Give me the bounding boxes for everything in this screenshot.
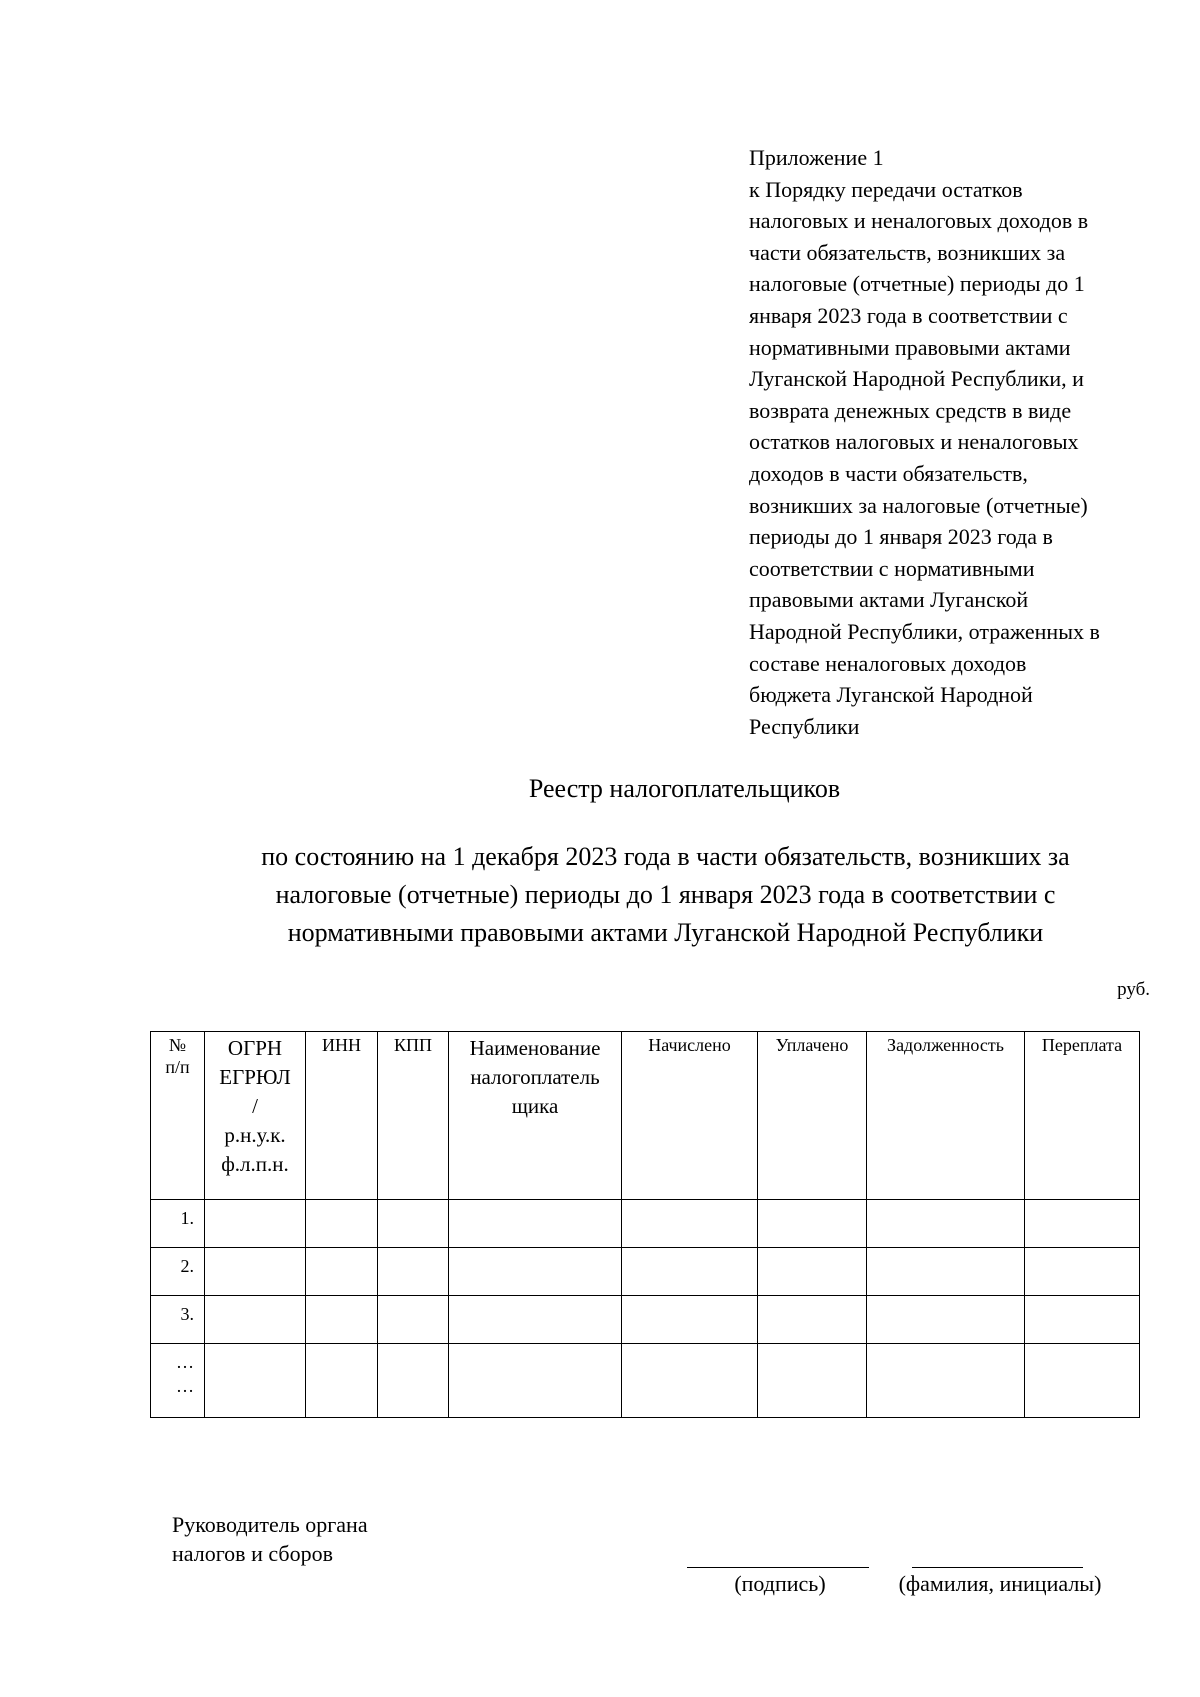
cell-taxpayer-name [449, 1200, 622, 1248]
appendix-line: Луганской Народной Республики, и [749, 366, 1084, 392]
table-row [151, 1296, 1140, 1344]
subtitle-line: нормативными правовыми актами Луганской Народной Республики [287, 918, 1044, 947]
table-header-row [151, 1032, 1140, 1200]
cell-paid [758, 1248, 867, 1296]
cell-kpp [378, 1200, 449, 1248]
row-number: 3. [151, 1296, 205, 1344]
appendix-line: соответствии с нормативными [749, 555, 1035, 581]
table-row [151, 1248, 1140, 1296]
row-number: 1. [151, 1200, 205, 1248]
cell-overpayment [1025, 1296, 1140, 1344]
appendix-line: Приложение 1 [749, 145, 884, 170]
cell-paid [758, 1200, 867, 1248]
header-overpayment: Переплата [1025, 1032, 1140, 1200]
cell-ogrn [205, 1200, 306, 1248]
signature-line [687, 1567, 869, 1568]
cell-accrued [622, 1248, 758, 1296]
appendix-line: бюджета Луганской Народной [749, 682, 1033, 708]
cell-overpayment [1025, 1200, 1140, 1248]
appendix-line: возврата денежных средств в виде [749, 397, 1072, 423]
cell-taxpayer-name [449, 1344, 622, 1418]
cell-ogrn [205, 1248, 306, 1296]
cell-kpp [378, 1296, 449, 1344]
appendix-line: нормативными правовыми актами [749, 334, 1071, 360]
cell-debt [867, 1344, 1025, 1418]
appendix-line: доходов в части обязательств, [749, 460, 1028, 486]
name-label: (фамилия, инициалы) [898, 1571, 1102, 1596]
header-taxpayer-name: Наименование налогоплатель щика [449, 1032, 622, 1200]
appendix-line: части обязательств, возникших за [749, 239, 1066, 265]
appendix-line: налоговые (отчетные) периоды до 1 [749, 271, 1085, 297]
signature-label: (подпись) [734, 1571, 826, 1596]
header-accrued: Начислено [622, 1032, 758, 1200]
registry-title: Реестр налогоплательщиков [528, 774, 841, 803]
cell-debt [867, 1248, 1025, 1296]
row-number-ellipsis: … … [151, 1344, 205, 1418]
cell-debt [867, 1200, 1025, 1248]
cell-accrued [622, 1200, 758, 1248]
cell-overpayment [1025, 1248, 1140, 1296]
cell-inn [306, 1344, 378, 1418]
appendix-line: января 2023 года в соответствии с [749, 302, 1068, 328]
header-debt: Задолженность [867, 1032, 1025, 1200]
signer-position-line: налогов и сборов [172, 1541, 333, 1566]
header-row-number: № п/п [151, 1032, 205, 1200]
table-row [151, 1344, 1140, 1418]
appendix-line: к Порядку передачи остатков [749, 176, 1023, 202]
table-row [151, 1200, 1140, 1248]
cell-overpayment [1025, 1344, 1140, 1418]
cell-inn [306, 1200, 378, 1248]
subtitle-line: по состоянию на 1 декабря 2023 года в части обязательств, возникших за [261, 842, 1070, 871]
appendix-line: возникших за налоговые (отчетные) [749, 492, 1088, 518]
cell-taxpayer-name [449, 1248, 622, 1296]
cell-paid [758, 1296, 867, 1344]
cell-paid [758, 1344, 867, 1418]
header-kpp: КПП [378, 1032, 449, 1200]
appendix-line: периоды до 1 января 2023 года в [749, 524, 1053, 550]
cell-inn [306, 1296, 378, 1344]
cell-inn [306, 1248, 378, 1296]
header-inn: ИНН [306, 1032, 378, 1200]
cell-accrued [622, 1344, 758, 1418]
signer-position-line: Руководитель органа [172, 1512, 368, 1537]
row-number: 2. [151, 1248, 205, 1296]
name-line [912, 1567, 1083, 1568]
header-ogrn: ОГРН ЕГРЮЛ / р.н.у.к. ф.л.п.н. [205, 1032, 306, 1200]
cell-kpp [378, 1344, 449, 1418]
taxpayer-registry-table [150, 1031, 1140, 1418]
cell-debt [867, 1296, 1025, 1344]
appendix-line: налоговых и неналоговых доходов в [749, 208, 1089, 234]
registry-subtitle [0, 838, 1200, 952]
appendix-line: правовыми актами Луганской [749, 587, 1029, 613]
cell-accrued [622, 1296, 758, 1344]
cell-ogrn [205, 1344, 306, 1418]
cell-kpp [378, 1248, 449, 1296]
subtitle-line: налоговые (отчетные) периоды до 1 января 2023 года в соответствии с [275, 880, 1056, 909]
appendix-block [749, 142, 1169, 742]
appendix-line: остатков налоговых и неналоговых [749, 429, 1079, 455]
signer-position [172, 1510, 368, 1568]
currency-unit: руб. [1117, 979, 1150, 1000]
header-paid: Уплачено [758, 1032, 867, 1200]
cell-taxpayer-name [449, 1296, 622, 1344]
appendix-line: Республики [749, 713, 860, 739]
appendix-line: составе неналоговых доходов [749, 650, 1027, 676]
appendix-line: Народной Республики, отраженных в [749, 618, 1100, 644]
cell-ogrn [205, 1296, 306, 1344]
